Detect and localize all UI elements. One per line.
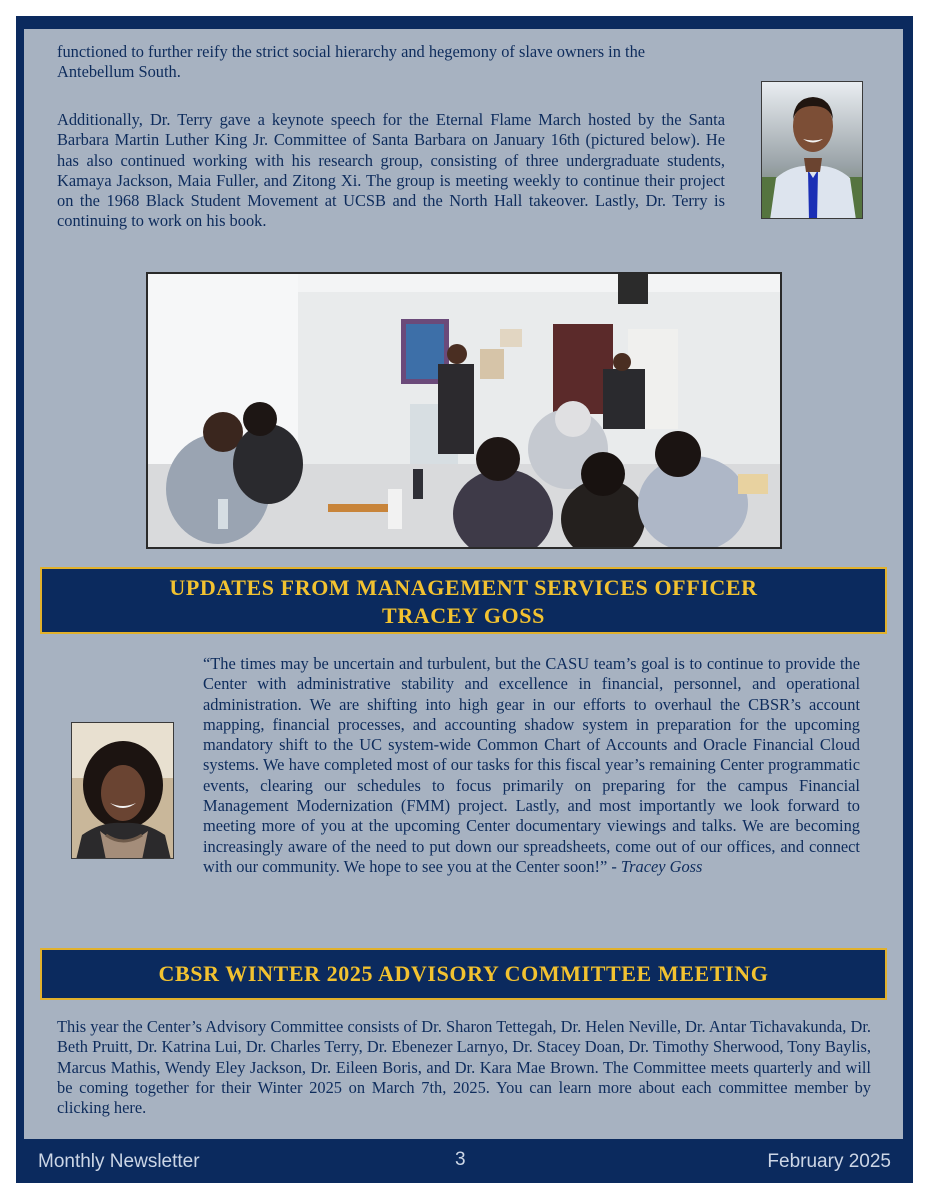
advisory-committee-paragraph: This year the Center’s Advisory Committee consists of Dr. Sharon Tettegah, Dr. Helen Neville, Dr. Antar Tichavakunda, Dr. Beth Pruitt, Dr. Katrina Lui, Dr. Charles Terry, Dr. Ebenezer Larnyo, Dr. Stacey Doan, Dr. Timothy Sherwood, Tony Baylis, Marcus Mathis, Wendy Eley Jackson, Dr. Eileen Boris, and Dr. Kara Mae Brown. The Committee meets quarterly and will be coming together for their Winter 2025 on March 7th, 2025. You can learn more about each committee member by clicking here. [57, 1017, 871, 1118]
section-heading-management-services [40, 567, 887, 634]
article-paragraph-intro: functioned to further reify the strict social hierarchy and hegemony of slave owners in the Antebellum South. [57, 42, 646, 82]
tracey-goss-quote [203, 654, 860, 877]
footer-newsletter-label: Monthly Newsletter [38, 1151, 200, 1172]
footer-date: February 2025 [767, 1151, 891, 1172]
footer-page-number: 3 [455, 1149, 466, 1170]
section-heading-advisory-committee: CBSR WINTER 2025 ADVISORY COMMITTEE MEETING [40, 948, 887, 1000]
tracey-goss-portrait [71, 722, 174, 859]
section-heading-line-1: UPDATES FROM MANAGEMENT SERVICES OFFICER [169, 575, 758, 600]
section-heading-line-2: TRACEY GOSS [382, 603, 545, 628]
page-footer [16, 1139, 913, 1183]
eternal-flame-event-photo [146, 272, 782, 549]
article-paragraph-terry-updates: Additionally, Dr. Terry gave a keynote speech for the Eternal Flame March hosted by the Santa Barbara Martin Luther King Jr. Committee of Santa Barbara on January 16th (pictured below). He has also continued working with his research group, consisting of three undergraduate students, Kamaya Jackson, Maia Fuller, and Zitong Xi. The group is meeting weekly to continue their project on the 1968 Black Student Movement at UCSB and the North Hall takeover. Lastly, Dr. Terry is continuing to work on his book. [57, 110, 725, 231]
quote-text: “The times may be uncertain and turbulent, but the CASU team’s goal is to continue to provide the Center with administrative stability and excellence in financial, personnel, and operational administration. We are shifting into high gear in our efforts to overhaul the CBSR’s account mapping, financial processes, and accounting shadow system in preparation for the upcoming mandatory shift to the UC system-wide Common Chart of Accounts and Oracle Financial Cloud systems. We have completed most of our tasks for this fiscal year’s remaining Center programmatic events, clearing our schedules to focus primarily on preparing for the campus Financial Management Modernization (FMM) project. Lastly, and most importantly we look forward to meeting more of you at the upcoming Center documentary viewings and talks. We are becoming increasingly aware of the need to put down our spreadsheets, come out of our offices, and connect with our community. We hope to see you at the Center soon!” - [203, 654, 860, 876]
quote-attribution: Tracey Goss [620, 856, 703, 876]
dr-terry-portrait [761, 81, 863, 219]
